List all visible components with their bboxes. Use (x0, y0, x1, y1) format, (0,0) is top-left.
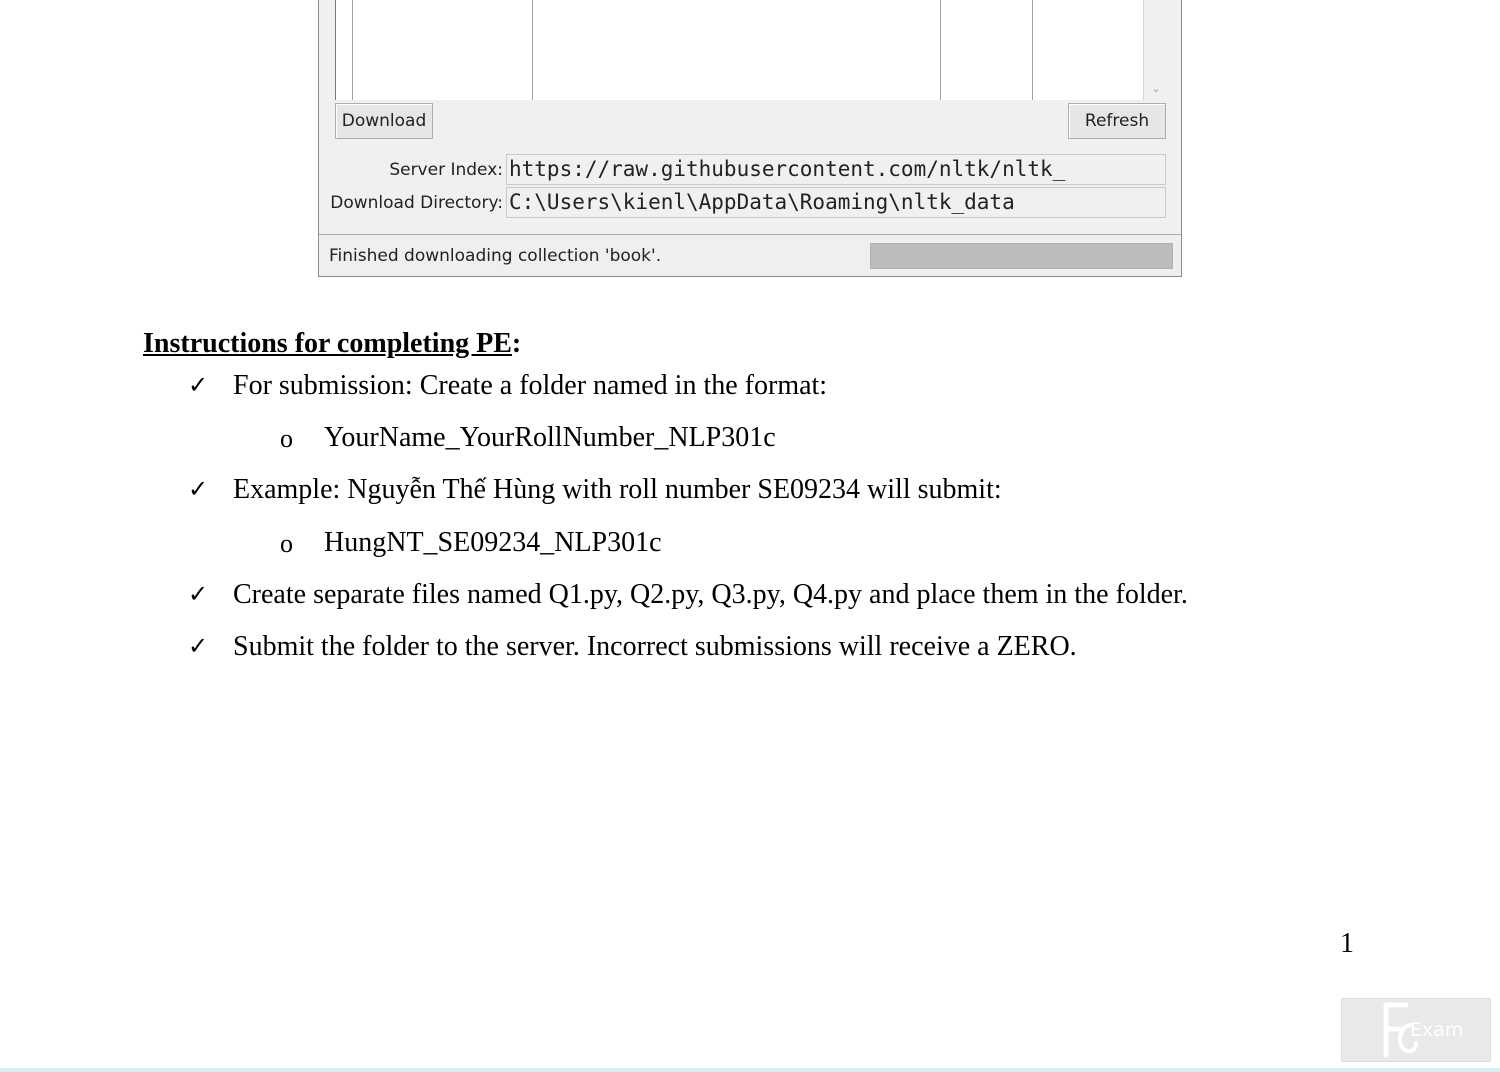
progress-bar (870, 243, 1173, 269)
check-icon: ✓ (188, 580, 209, 608)
server-index-field[interactable]: https://raw.githubusercontent.com/nltk/nltk_ (506, 154, 1166, 185)
chevron-down-icon[interactable]: ⌄ (1151, 82, 1161, 95)
progress-bar-fill (871, 244, 1172, 268)
table-column-divider (1032, 0, 1033, 100)
instruction-item: Example: Nguyễn Thế Hùng with roll number SE09234 will submit: (233, 474, 1002, 505)
instruction-sub-item: YourName_YourRollNumber_NLP301c (324, 422, 776, 453)
table-column-divider (352, 0, 353, 100)
sub-bullet-icon: o (280, 424, 293, 453)
table-column-divider (532, 0, 533, 100)
page-number: 1 (1340, 928, 1354, 959)
server-index-label: Server Index: (389, 160, 503, 180)
instruction-item: Submit the folder to the server. Incorrect submissions will receive a ZERO. (233, 631, 1077, 662)
check-icon: ✓ (188, 632, 209, 660)
download-button[interactable]: Download (335, 103, 433, 139)
exam-logo (1341, 998, 1491, 1062)
instruction-sub-item: HungNT_SE09234_NLP301c (324, 527, 662, 558)
check-icon: ✓ (188, 475, 209, 503)
instructions-heading-colon: : (511, 328, 522, 359)
sub-bullet-icon: o (280, 529, 293, 558)
status-text: Finished downloading collection 'book'. (329, 246, 662, 266)
instruction-item: For submission: Create a folder named in the format: (233, 370, 828, 401)
table-column-divider (940, 0, 941, 100)
instructions-heading (143, 328, 521, 360)
instructions-heading-text: Instructions for completing PE (143, 328, 512, 359)
check-icon: ✓ (188, 371, 209, 399)
page-bottom-edge (0, 1068, 1500, 1072)
table-scrollbar[interactable] (1143, 0, 1168, 100)
instruction-item: Create separate files named Q1.py, Q2.py, Q3.py, Q4.py and place them in the folder. (233, 579, 1188, 610)
package-table[interactable] (335, 0, 1145, 100)
refresh-button[interactable]: Refresh (1068, 103, 1166, 139)
download-directory-field[interactable]: C:\Users\kienl\AppData\Roaming\nltk_data (506, 187, 1166, 218)
download-directory-label: Download Directory: (330, 193, 503, 213)
status-bar (319, 234, 1181, 277)
logo-text: Exam (1410, 1019, 1464, 1041)
nltk-downloader-screenshot (318, 0, 1182, 277)
